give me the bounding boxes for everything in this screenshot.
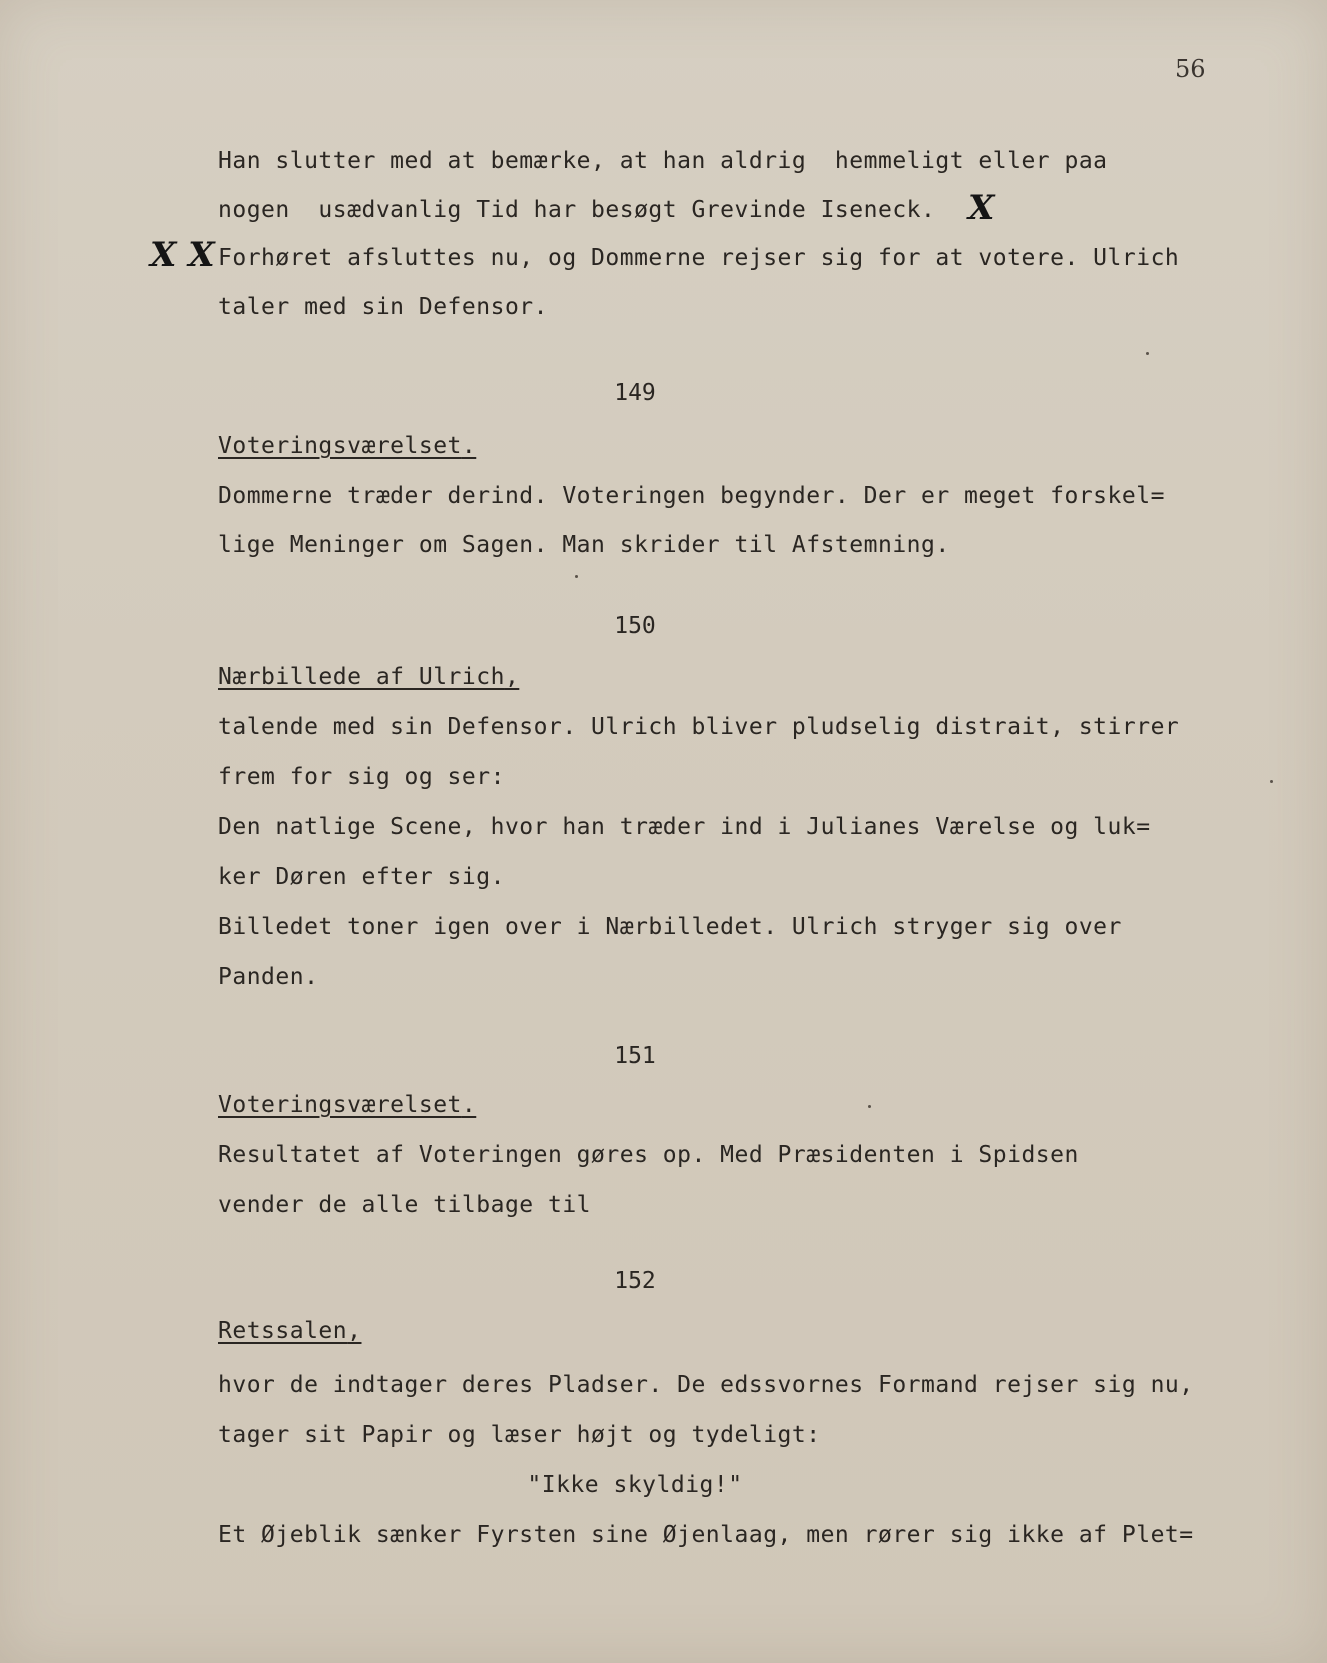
scene-number: 150	[614, 613, 656, 639]
text-line: ker Døren efter sig.	[218, 864, 505, 890]
scene-heading	[218, 1092, 476, 1118]
scene-number: 152	[614, 1268, 656, 1294]
text-line: Billedet toner igen over i Nærbilledet. Ulrich stryger sig over	[218, 914, 1122, 940]
paper-speck	[1270, 780, 1273, 783]
scene-heading-text: Retssalen	[218, 1318, 348, 1344]
text-line: Han slutter med at bemærke, at han aldrig hemmeligt eller paa	[218, 148, 1108, 174]
scene-heading-punct: ,	[347, 1318, 362, 1344]
verdict-quote: "Ikke skyldig!"	[527, 1472, 743, 1498]
text-line: Panden.	[218, 964, 319, 990]
text-line: vender de alle tilbage til	[218, 1192, 592, 1218]
scene-heading	[218, 433, 476, 459]
text-line: Et Øjeblik sænker Fyrsten sine Øjenlaag, men rører sig ikke af Plet=	[218, 1522, 1194, 1548]
text-line: frem for sig og ser:	[218, 764, 505, 790]
text-line: nogen usædvanlig Tid har besøgt Grevinde Iseneck.	[218, 197, 936, 223]
scene-heading-punct: .	[461, 433, 477, 459]
text-line: tager sit Papir og læser højt og tydeligt:	[218, 1422, 821, 1448]
scene-heading	[218, 1318, 361, 1344]
scene-number: 151	[614, 1043, 656, 1069]
text-line: lige Meninger om Sagen. Man skrider til Afstemning.	[218, 532, 950, 558]
scene-heading-text: Voteringsværelset	[218, 1092, 462, 1118]
paper-speck	[868, 1105, 871, 1108]
scene-heading-punct: ,	[504, 664, 520, 690]
page-number: 56	[1175, 55, 1206, 83]
text-line: taler med sin Defensor.	[218, 294, 548, 320]
scene-heading-punct: .	[461, 1092, 477, 1118]
scene-heading-text: Voteringsværelset	[218, 433, 462, 459]
paper-speck	[1146, 352, 1149, 355]
handwritten-margin-mark: X X	[150, 235, 215, 275]
text-line: Den natlige Scene, hvor han træder ind i Julianes Værelse og luk=	[218, 814, 1151, 840]
text-line: talende med sin Defensor. Ulrich bliver pludselig distrait, stirrer	[218, 714, 1180, 740]
text-line: Dommerne træder derind. Voteringen begynder. Der er meget forskel=	[218, 483, 1165, 509]
scene-heading	[218, 664, 519, 690]
scene-heading-text: Nærbillede af Ulrich	[218, 664, 505, 690]
text-line: Resultatet af Voteringen gøres op. Med Præsidenten i Spidsen	[218, 1142, 1079, 1168]
text-line: Forhøret afsluttes nu, og Dommerne rejser sig for at votere. Ulrich	[218, 245, 1180, 271]
scene-number: 149	[614, 380, 656, 406]
handwritten-insert-mark: X	[968, 188, 995, 228]
paper-speck	[575, 575, 578, 578]
text-line: hvor de indtager deres Pladser. De edssvornes Formand rejser sig nu,	[218, 1372, 1194, 1398]
